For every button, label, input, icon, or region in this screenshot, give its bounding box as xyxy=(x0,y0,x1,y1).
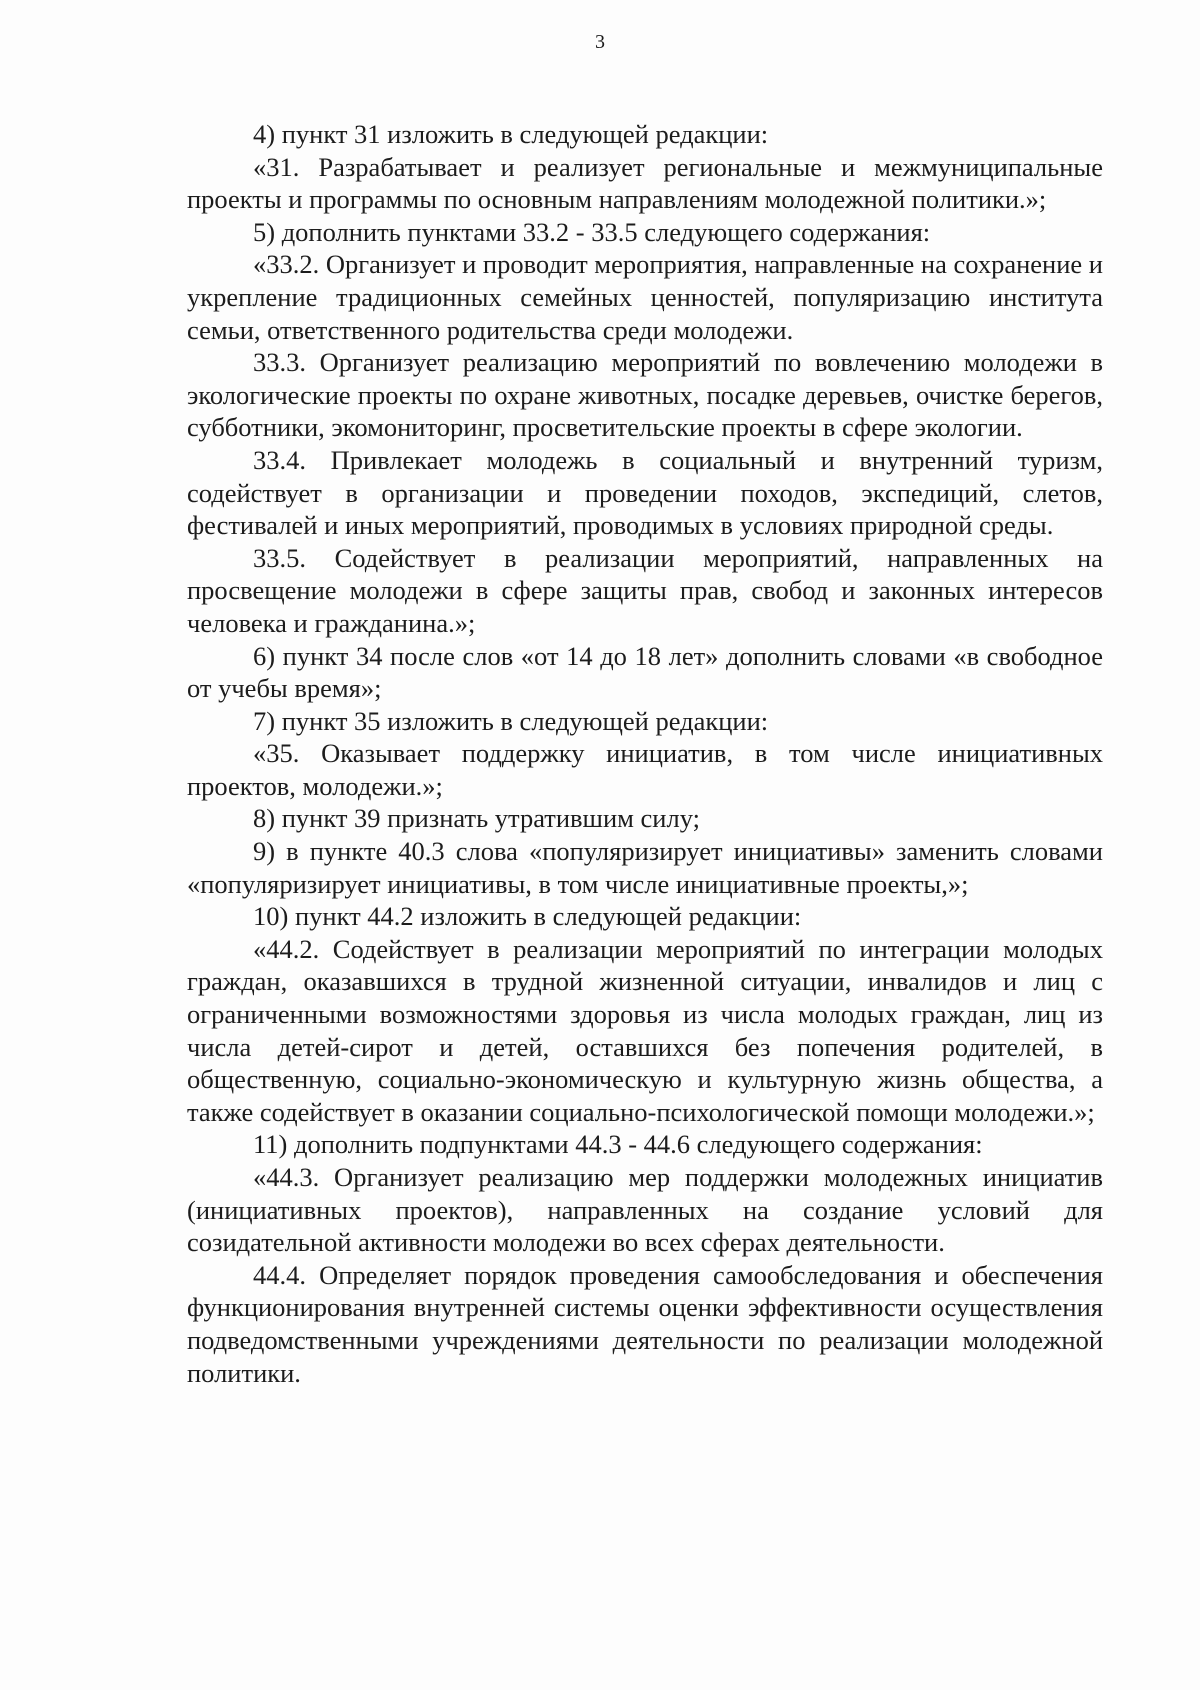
paragraph-clause-44-4: 44.4. Определяет порядок проведения самообследования и обеспечения функционирования внутренней системы оценки эффективности осуществления подведомственными учреждениями деятельности по реализации молодежной политики. xyxy=(187,1259,1103,1388)
paragraph-clause-35: «35. Оказывает поддержку инициатив, в том числе инициативных проектов, молодежи.»; xyxy=(187,738,1103,801)
paragraph-clause-33-2: «33.2. Организует и проводит мероприятия, направленные на сохранение и укрепление традиционных семейных ценностей, популяризацию института семьи, ответственного родительства среди молодежи. xyxy=(187,249,1103,345)
paragraph-clause-33-5: 33.5. Содействует в реализации мероприятий, направленных на просвещение молодежи в сфере защиты прав, свобод и законных интересов человека и гражданина.»; xyxy=(187,542,1103,638)
paragraph-clause-44-2: «44.2. Содействует в реализации мероприятий по интеграции молодых граждан, оказавшихся в трудной жизненной ситуации, инвалидов и лиц с ограниченными возможностями здоровья из числа молодых граждан, лиц из числа детей-сирот и детей, оставшихся без попечения родителей, в общественную, социально-экономическую и культурную жизнь общества, а также содействует в оказании социально-психологической помощи молодежи.»; xyxy=(187,933,1103,1127)
paragraph-clause-33-3: 33.3. Организует реализацию мероприятий по вовлечению молодежи в экологические проекты по охране животных, посадке деревьев, очистке берегов, субботники, экомониторинг, просветительские проекты в сфере экологии. xyxy=(187,347,1103,443)
paragraph-item-5: 5) дополнить пунктами 33.2 - 33.5 следующего содержания: xyxy=(253,216,931,247)
paragraph-item-9: 9) в пункте 40.3 слова «популяризирует инициативы» заменить словами «популяризирует инициативы, в том числе инициативные проекты,»; xyxy=(187,836,1103,899)
paragraph-item-7: 7) пункт 35 изложить в следующей редакции: xyxy=(253,705,769,736)
paragraph-clause-33-4: 33.4. Привлекает молодежь в социальный и внутренний туризм, содействует в организации и проведении походов, экспедиций, слетов, фестивалей и иных мероприятий, проводимых в условиях природной среды. xyxy=(187,444,1103,541)
paragraph-item-6: 6) пункт 34 после слов «от 14 до 18 лет» дополнить словами «в свободное от учебы время»; xyxy=(187,640,1103,704)
paragraph-item-11: 11) дополнить подпунктами 44.3 - 44.6 следующего содержания: xyxy=(253,1129,983,1160)
paragraph-clause-31: «31. Разрабатывает и реализует региональные и межмуниципальные проекты и программы по основным направлениям молодежной политики.»; xyxy=(187,151,1103,215)
paragraph-clause-44-3: «44.3. Организует реализацию мер поддержки молодежных инициатив (инициативных проектов), направленных на создание условий для созидательной активности молодежи во всех сферах деятельности. xyxy=(187,1162,1103,1258)
paragraph-item-8: 8) пункт 39 признать утратившим силу; xyxy=(253,803,700,834)
paragraph-item-10: 10) пункт 44.2 изложить в следующей редакции: xyxy=(253,901,802,932)
paragraph-item-4: 4) пункт 31 изложить в следующей редакции: xyxy=(253,119,769,149)
document-body xyxy=(187,118,1103,1389)
page-number: 3 xyxy=(595,31,605,53)
